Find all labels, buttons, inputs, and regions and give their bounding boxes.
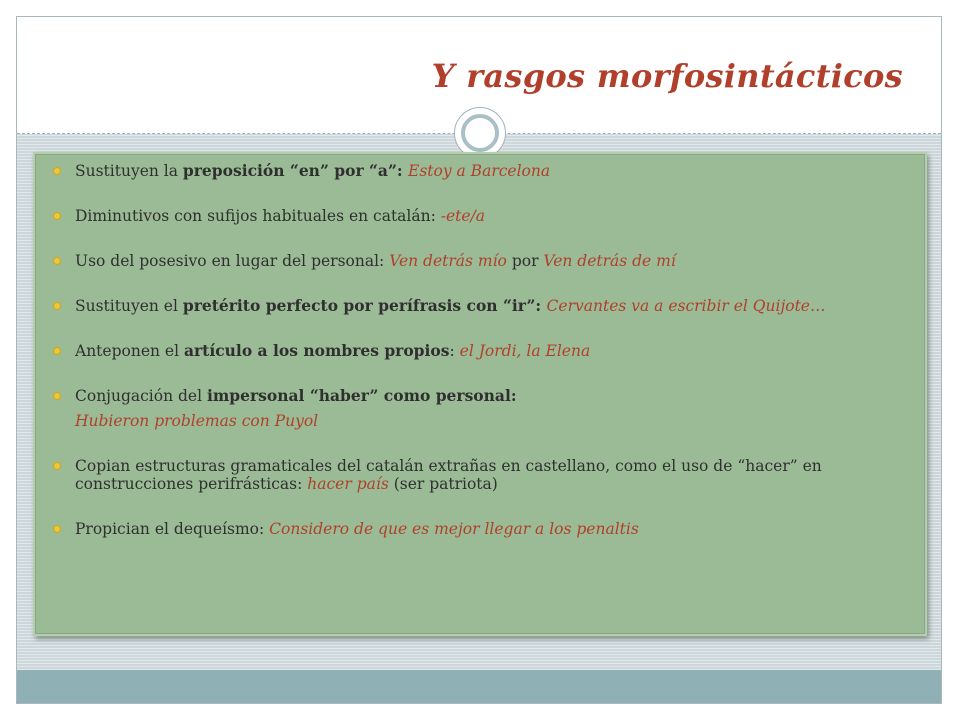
list-item [51, 520, 911, 538]
item-text: Sustituyen la [75, 162, 183, 180]
item-example: Considero de que es mejor llegar a los penaltis [269, 520, 639, 538]
bullet-icon [53, 347, 61, 355]
footer-bar [17, 670, 941, 703]
list-item [51, 297, 911, 315]
item-example: Estoy a Barcelona [408, 162, 551, 180]
list-item [51, 252, 911, 270]
content-box [33, 152, 927, 636]
bullet-icon [53, 392, 61, 400]
item-example: Ven detrás mío [389, 252, 507, 270]
item-example: Cervantes va a escribir el Quijote… [546, 297, 826, 315]
bullet-icon [53, 212, 61, 220]
item-example: el Jordi, la Elena [459, 342, 591, 360]
item-example: Ven detrás de mí [543, 252, 676, 270]
item-text: Conjugación del [75, 387, 207, 405]
item-bold: impersonal “haber” como personal: [207, 386, 517, 405]
item-text: Propician el dequeísmo: [75, 520, 270, 538]
bullet-icon [53, 462, 61, 470]
bullet-icon [53, 302, 61, 310]
list-item [51, 342, 911, 360]
item-example: Hubieron problemas con Puyol [75, 412, 319, 430]
list-item [51, 207, 911, 225]
item-bold: pretérito perfecto por perífrasis con “ir”: [182, 296, 547, 315]
list-item [51, 457, 911, 493]
bullet-icon [53, 257, 61, 265]
decorative-ring-icon [461, 114, 499, 152]
list-item [51, 162, 911, 180]
item-text: por [506, 252, 544, 270]
item-text: : [449, 342, 460, 360]
bullet-icon [53, 525, 61, 533]
bullet-list [51, 162, 911, 538]
item-example: hacer país [307, 475, 389, 493]
list-item [51, 387, 911, 430]
bullet-icon [53, 167, 61, 175]
item-example: -ete/a [440, 207, 486, 225]
item-text: (ser patriota) [388, 475, 498, 493]
item-text: Anteponen el [75, 342, 184, 360]
item-text: Uso del posesivo en lugar del personal: [75, 252, 390, 270]
item-bold: preposición “en” por “a”: [182, 161, 408, 180]
item-text: Sustituyen el [75, 297, 183, 315]
item-bold: artículo a los nombres propios [183, 341, 450, 360]
item-text: Copian estructuras gramaticales del catalán extrañas en castellano, como el uso de “hacer” en construcciones perifrásticas: [75, 457, 822, 493]
slide-title: Y rasgos morfosintácticos [431, 57, 903, 95]
item-text: Diminutivos con sufijos habituales en catalán: [75, 207, 441, 225]
